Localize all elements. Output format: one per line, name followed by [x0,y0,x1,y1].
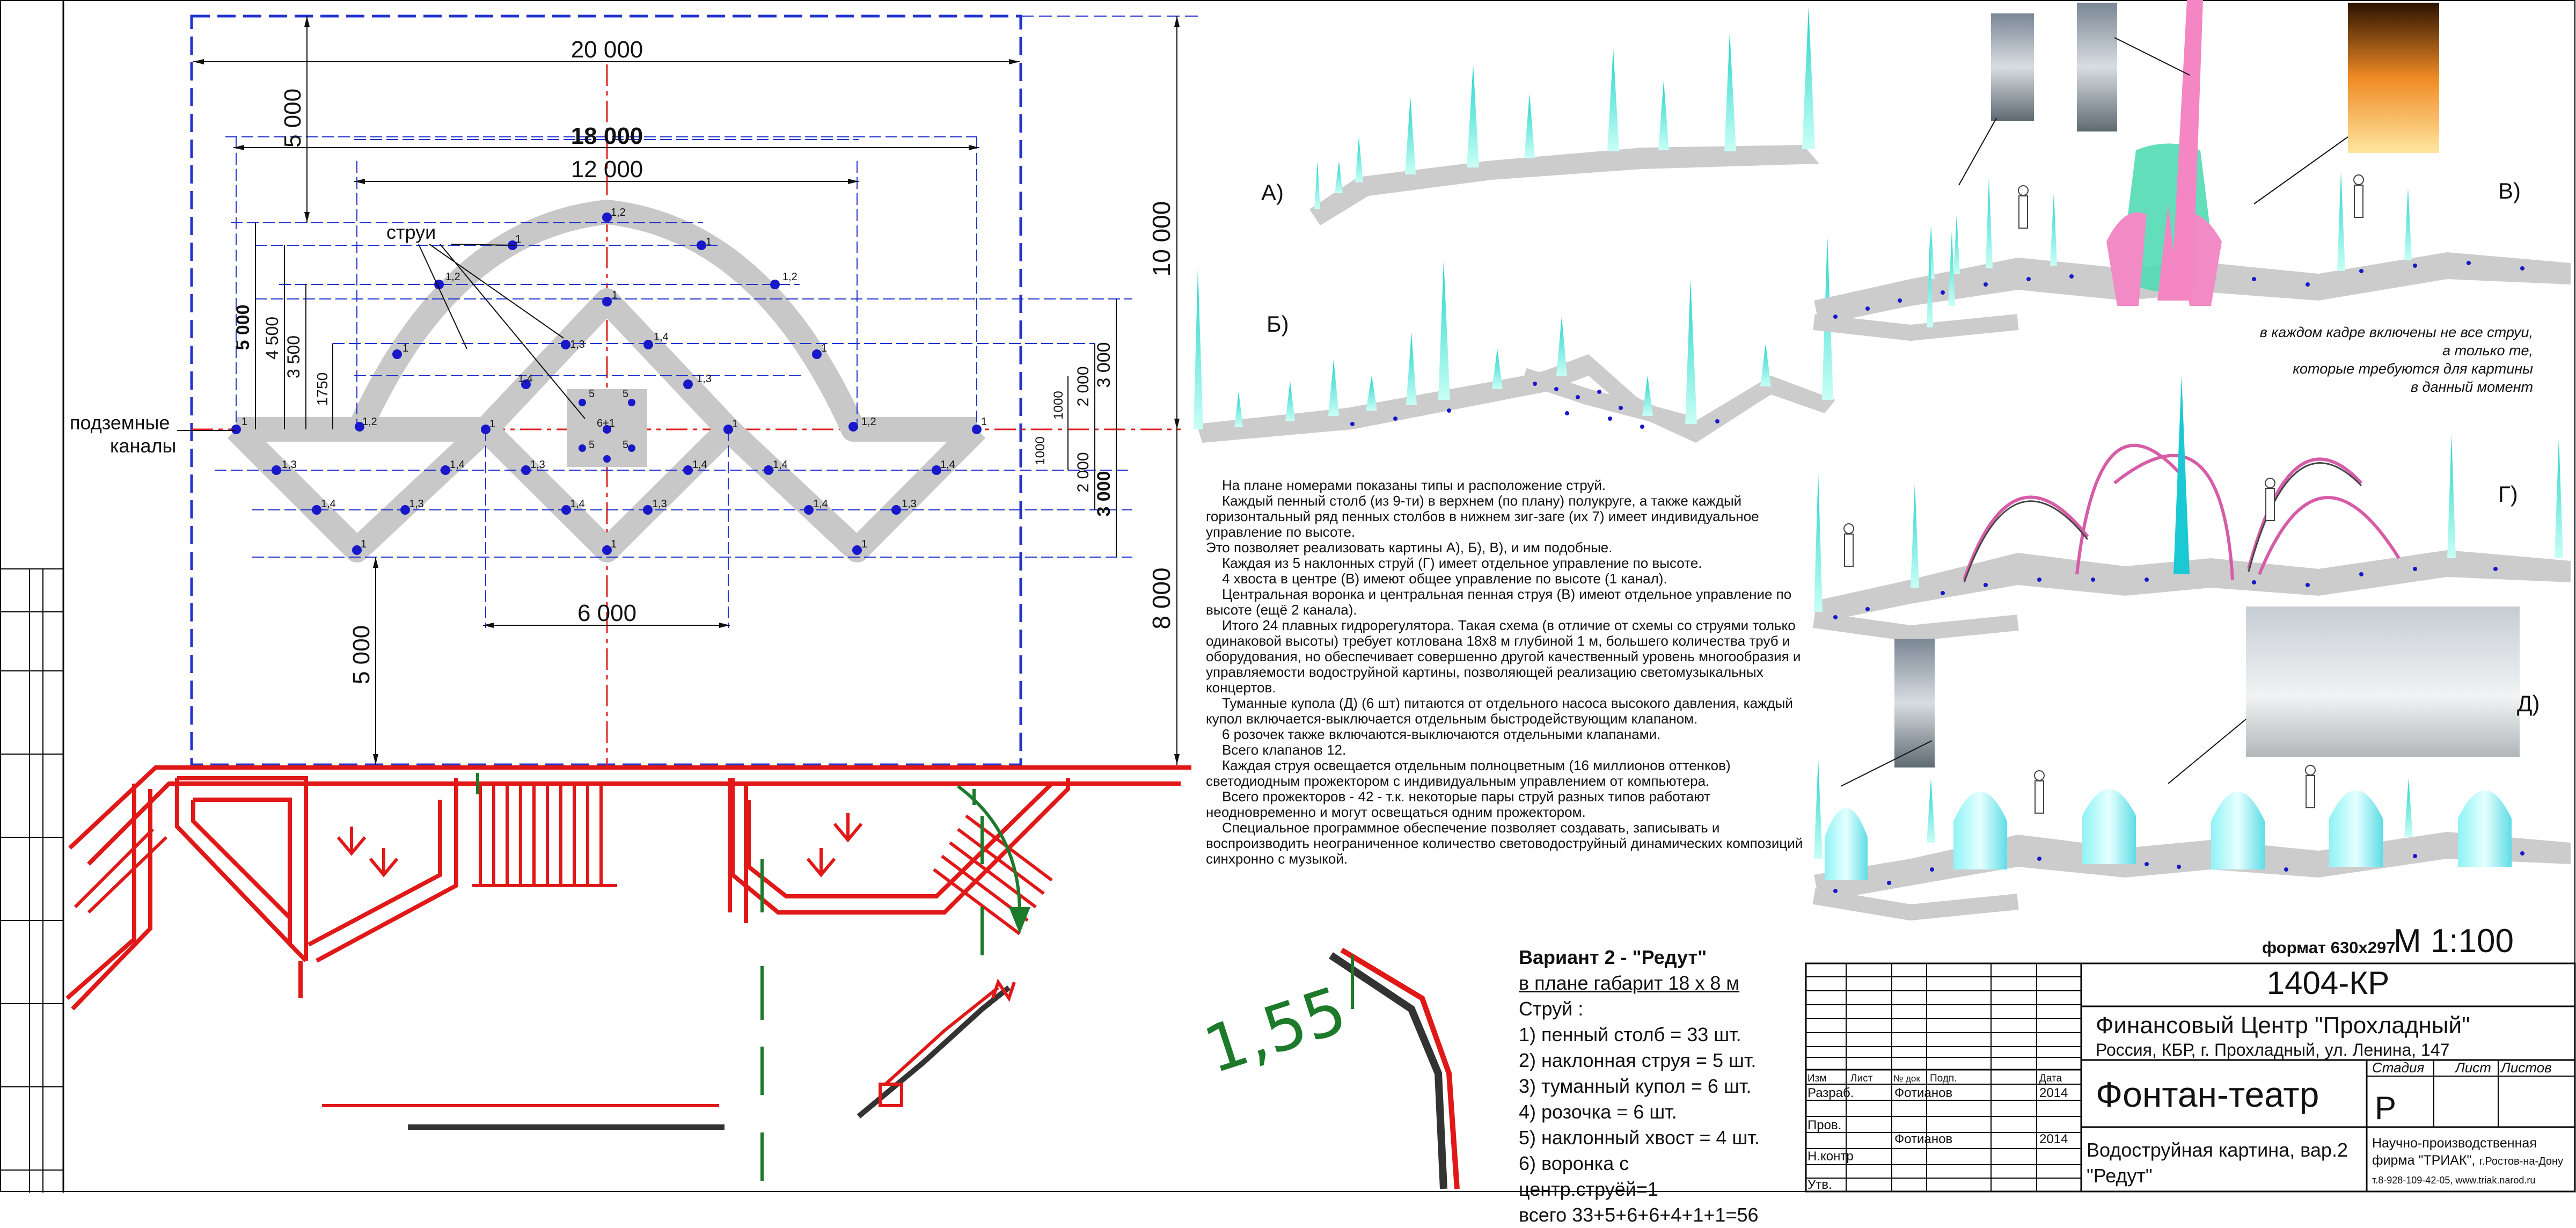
object-name: Финансовый Центр "Прохладный" [2096,1012,2470,1039]
jets-label: струи [386,221,436,243]
svg-text:5 000: 5 000 [233,304,253,350]
note-paragraph: Каждый пенный столб (из 9-ти) в верхнем (по плану) полукруге, а также каждый горизонтальный ряд пенных столбов в нижнем зиг-заге (их 7) имеет индивидуальное управление по высоте. [1206,493,1759,540]
svg-text:1,4: 1,4 [570,498,585,510]
view-d-label: Д) [2517,691,2540,716]
jet-count-item: 1) пенный столб = 33 шт. [1519,1024,1741,1046]
svg-text:1000: 1000 [1051,391,1066,420]
svg-text:1: 1 [241,416,248,428]
svg-text:Фотианов: Фотианов [1894,1132,1953,1146]
note-paragraph: Специальное программное обеспечение позволяет создавать, записывать и воспроизводить неограниченное количество световодоструйный динамических композиций синхронно с музыкой. [1206,820,1803,867]
svg-text:1,2: 1,2 [445,271,460,283]
photo-fog-dome [2246,606,2520,757]
svg-text:Листов: Листов [2501,1059,2552,1076]
svg-text:1: 1 [402,342,409,354]
dim-12000: 12 000 [570,156,643,182]
svg-text:Разраб.: Разраб. [1807,1086,1854,1100]
variant-title: Вариант 2 - "Редут" [1519,946,1707,968]
sheet-format: формат 630х297 [2262,938,2396,957]
svg-text:4 500: 4 500 [262,316,282,360]
svg-text:1: 1 [732,418,738,430]
svg-text:1: 1 [612,289,618,301]
view-v-label: В) [2498,178,2521,203]
note-paragraph: 6 розочек также включаются-выключаются отдельными клапанами. [1222,726,1661,742]
title-block [1806,963,2575,1192]
svg-text:1000: 1000 [1033,436,1048,465]
svg-text:№ док: № док [1893,1073,1920,1084]
svg-text:1: 1 [861,538,868,550]
site-marking-inset [1196,937,1460,1189]
svg-text:5: 5 [623,439,629,451]
view-g [1814,376,2571,633]
variant-summary [1519,945,1760,1228]
svg-text:Н.контр: Н.контр [1807,1149,1854,1164]
object-address: Россия, КБР, г. Прохладный, ул. Ленина, 147 [2096,1040,2450,1059]
svg-text:1,4: 1,4 [654,331,669,343]
photo-foam-jet [1991,13,2034,121]
svg-text:1,3: 1,3 [282,459,297,471]
svg-text:Стадия: Стадия [2372,1059,2425,1076]
dim-6000: 6 000 [577,600,637,626]
svg-text:1,3: 1,3 [697,373,712,385]
view-g-label: Г) [2498,481,2518,507]
drawing-code: 1404-КР [2266,965,2390,1001]
svg-text:1,3: 1,3 [652,498,667,510]
jet-count-item: 3) туманный купол = 6 шт. [1519,1075,1752,1097]
svg-text:5: 5 [589,439,595,451]
svg-text:1: 1 [706,236,712,248]
svg-text:Лист: Лист [2455,1059,2491,1076]
jets-heading: Струй : [1519,998,1584,1020]
drawing-scale: М 1:100 [2394,923,2514,960]
site-plan-fragment [67,767,1191,1181]
dim-18000: 18 000 [570,123,643,149]
svg-text:2 000: 2 000 [1074,366,1092,407]
channels-label: подземные [70,412,170,434]
svg-text:в данный момент: в данный момент [2410,379,2533,395]
svg-text:а только те,: а только те, [2442,342,2533,359]
svg-text:1,4: 1,4 [518,373,533,385]
note-paragraph: Всего клапанов 12. [1222,742,1346,758]
svg-text:фирма "ТРИАК",: фирма "ТРИАК", [2372,1153,2476,1168]
view-v [1814,0,2571,333]
jet-count-item: 6) воронка с центр.струёй=1 [1519,1152,1658,1200]
svg-text:"Редут": "Редут" [2087,1165,2153,1187]
jet-type-label: 1,2 [611,207,626,218]
svg-text:8 000: 8 000 [1147,567,1175,630]
svg-text:Дата: Дата [2039,1073,2062,1084]
svg-text:1: 1 [611,538,617,550]
svg-text:1: 1 [515,233,522,245]
developer-name: Фотианов [1894,1086,1953,1100]
svg-text:3 000: 3 000 [1094,342,1114,388]
svg-text:1,4: 1,4 [321,498,336,510]
note-paragraph: Всего прожекторов - 42 - т.к. некоторые пары струй разных типов работают неодновременно и могут освещаться одним прожектором. [1206,788,1711,820]
svg-text:каналы: каналы [110,435,177,457]
svg-text:1: 1 [361,538,367,550]
svg-text:1: 1 [821,342,828,354]
svg-text:5 000: 5 000 [348,625,375,685]
svg-text:которые требуются для картины: которые требуются для картины [2293,361,2533,377]
explanatory-notes [1206,478,1823,867]
svg-text:5: 5 [623,388,629,400]
svg-text:10 000: 10 000 [1147,201,1175,277]
note-paragraph: Центральная воронка и центральная пенная струя (В) имеют отдельное управление по высоте (ещё 2 канала). [1206,586,1792,618]
photo-lit-jet [2348,3,2439,153]
svg-text:1,4: 1,4 [450,459,465,471]
svg-text:Лист: Лист [1850,1073,1873,1084]
svg-text:1,2: 1,2 [782,271,797,283]
photo-high-jet [2077,3,2117,131]
note-paragraph: Каждая струя освещается отдельным полноцветным (16 миллионов оттенков) светодиодным прожектором с индивидуальным управлением от компьютера. [1206,757,1731,789]
svg-text:3 500: 3 500 [284,335,303,379]
svg-text:1,3: 1,3 [902,498,917,510]
svg-text:1,2: 1,2 [861,416,876,428]
jet-count-item: 5) наклонный хвост = 4 шт. [1519,1127,1760,1149]
note-paragraph: Каждая из 5 наклонных струй (Г) имеет отдельное управление по высоте. [1222,555,1702,571]
svg-text:3 000: 3 000 [1094,471,1114,517]
jet-count-item: 2) наклонная струя = 5 шт. [1519,1049,1757,1071]
svg-text:1: 1 [489,418,496,430]
view-a [1261,6,1819,225]
jet-count-item: 4) розочка = 6 шт. [1519,1101,1677,1123]
svg-text:Научно-производственная: Научно-производственная [2372,1136,2537,1151]
dim-20000: 20 000 [570,36,643,63]
svg-text:1,4: 1,4 [773,459,788,471]
site-marking-text: 1,55 [1196,973,1356,1088]
fountain-plan [70,16,1202,765]
svg-text:Подп.: Подп. [1930,1073,1957,1084]
note-paragraph: На плане номерами показаны типы и расположение струй. [1222,477,1606,493]
svg-text:1,3: 1,3 [409,498,424,510]
svg-text:1750: 1750 [314,372,331,406]
svg-text:1,4: 1,4 [692,459,707,471]
views-note [2260,324,2533,395]
svg-text:5: 5 [589,388,595,400]
note-paragraph: Итого 24 плавных гидрорегулятора. Такая схема (в отличие от схемы со струями только одинаковой высоты) требует котлована 18х8 м глубиной 1 м, большего количества труб и оборудования, но обеспечивает совершенно другой качественный уровень многообразия и управляемости водоструйной картины, позволяющей реализацию светомузыкальных концертов. [1206,617,1801,696]
jet-total: всего 33+5+6+6+4+1+1=56 [1519,1204,1759,1226]
note-paragraph: 4 хвоста в центре (В) имеют общее управление по высоте (1 канал). [1222,571,1667,587]
svg-text:1: 1 [981,416,987,428]
photo-foam-column [1894,639,1935,767]
svg-text:1,4: 1,4 [813,498,828,510]
svg-text:1,3: 1,3 [570,339,585,350]
svg-text:Изм: Изм [1807,1073,1827,1084]
svg-text:1,3: 1,3 [530,459,545,471]
svg-text:г.Ростов-на-Дону: г.Ростов-на-Дону [2479,1156,2564,1167]
svg-text:5 000: 5 000 [280,88,306,148]
note-paragraph: Это позволяет реализовать картины А), Б), В), и им подобные. [1206,539,1613,555]
svg-text:в каждом кадре включены не все: в каждом кадре включены не все струи, [2259,324,2533,340]
stage-value: Р [2375,1090,2397,1126]
drawing-name: Водоструйная картина, вар.2 [2087,1139,2348,1161]
svg-text:2014: 2014 [2039,1086,2068,1100]
project-name: Фонтан-театр [2096,1074,2319,1114]
view-a-label: А) [1261,180,1284,205]
note-paragraph: Туманные купола (Д) (6 шт) питаются от отдельного насоса высокого давления, каждый купол включается-выключается отдельным быстродействующим клапаном. [1206,695,1793,727]
svg-text:Пров.: Пров. [1807,1118,1842,1132]
view-d [1814,606,2571,912]
svg-text:6+1: 6+1 [597,418,615,429]
view-b-label: Б) [1267,311,1289,337]
svg-text:т.8-928-109-42-05, www.triak.n: т.8-928-109-42-05, www.triak.narod.ru [2372,1175,2536,1186]
svg-text:2 000: 2 000 [1074,452,1092,493]
svg-text:1,4: 1,4 [940,459,955,471]
view-b [1194,236,1835,443]
svg-text:2014: 2014 [2039,1132,2068,1146]
svg-text:Утв.: Утв. [1807,1178,1832,1192]
variant-size: в плане габарит 18 х 8 м [1519,972,1740,994]
svg-text:1,2: 1,2 [362,416,377,428]
